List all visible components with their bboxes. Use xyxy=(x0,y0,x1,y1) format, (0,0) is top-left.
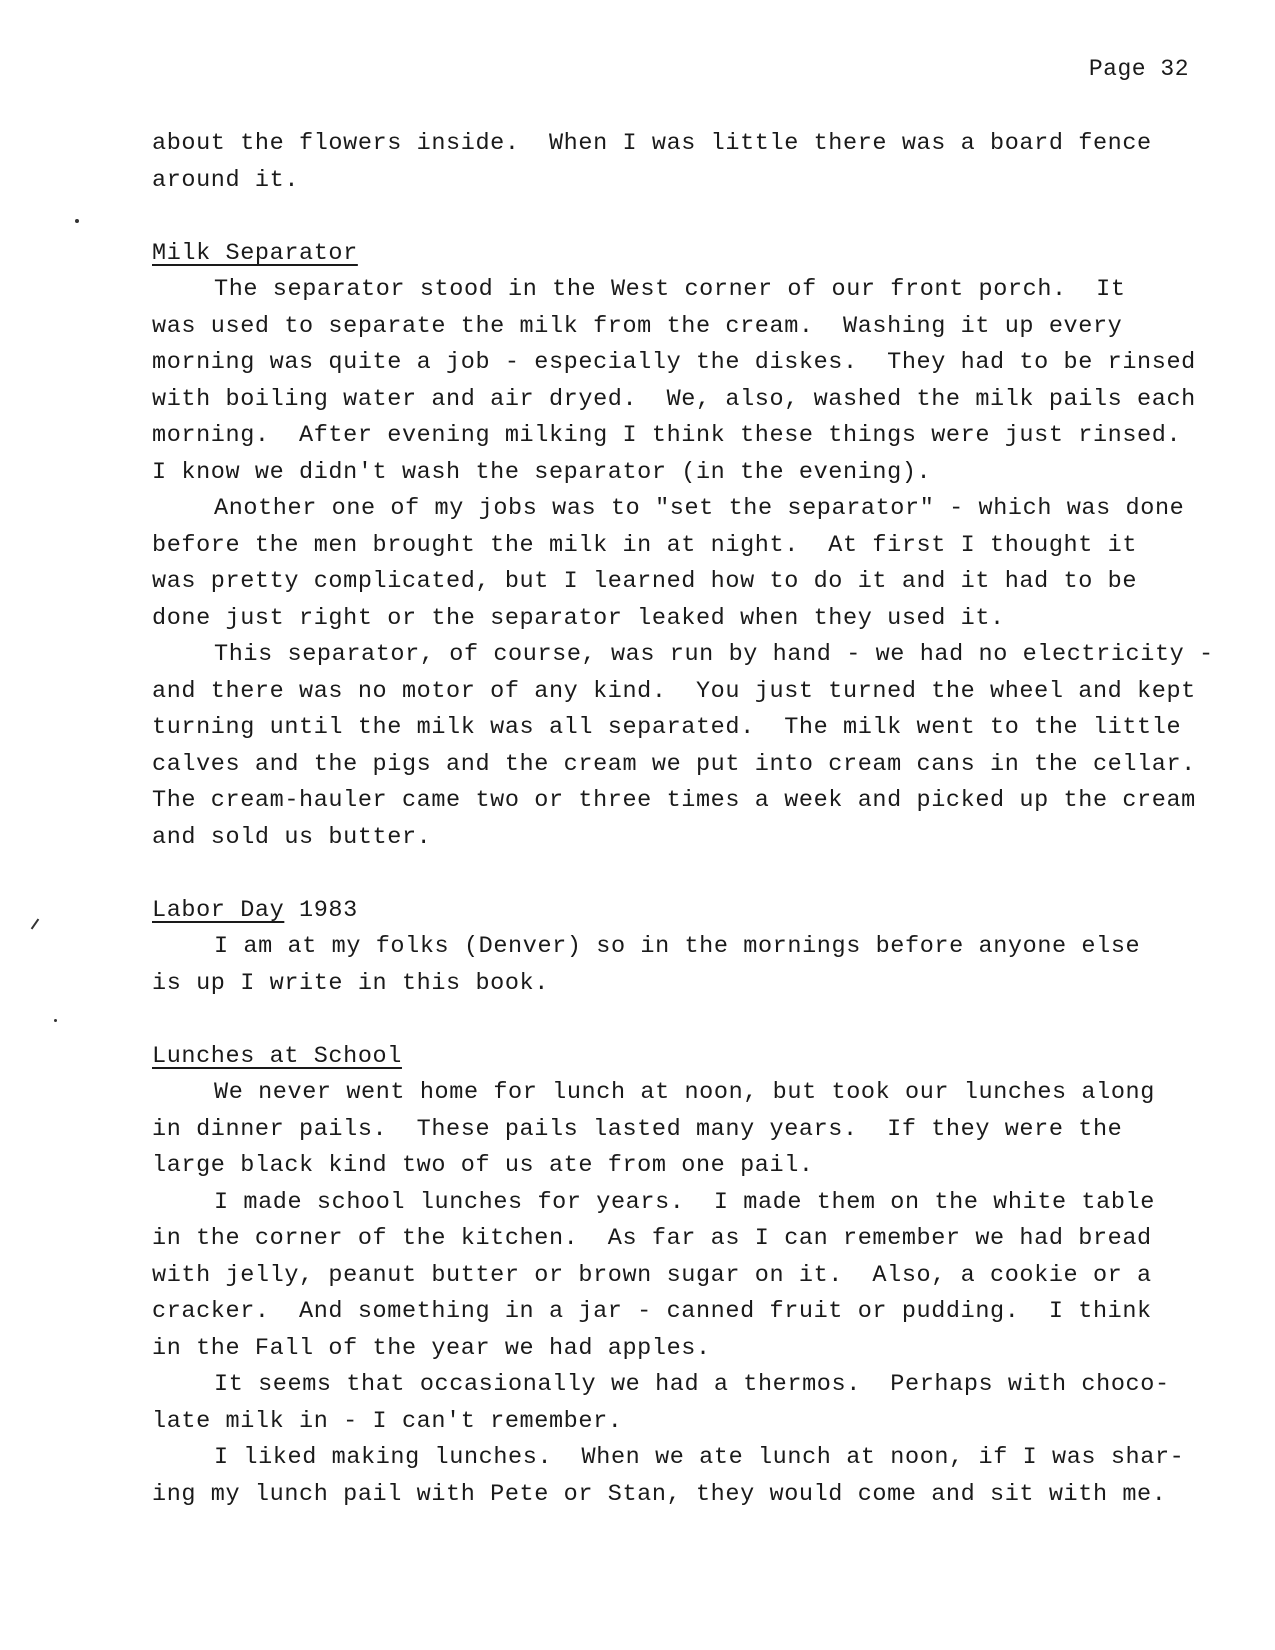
section-gap xyxy=(152,856,1212,893)
paragraph-line: turning until the milk was all separated. The milk went to the little xyxy=(152,714,1182,741)
intro-line: around it. xyxy=(152,166,300,194)
paragraph-line: in the Fall of the year we had apples. xyxy=(152,1334,711,1362)
section-heading xyxy=(152,1039,1212,1076)
paragraph-line: morning was quite a job - especially the diskes. They had to be rinsed xyxy=(152,349,1196,376)
paragraph-first-line: The separator stood in the West corner of our front porch. It xyxy=(214,276,1126,303)
paragraph-first-line: I made school lunches for years. I made them on the white table xyxy=(214,1188,1155,1216)
margin-mark xyxy=(31,919,40,930)
paragraph-line: and sold us butter. xyxy=(152,823,432,851)
paragraph-line: with boiling water and air dryed. We, also, washed the milk pails each xyxy=(152,385,1196,413)
margin-speck xyxy=(54,1019,57,1022)
paragraph-line: morning. After evening milking I think these things were just rinsed. xyxy=(152,422,1182,449)
paragraph-first-line: This separator, of course, was run by hand - we had no electricity - xyxy=(214,641,1214,668)
section-heading-title: Milk Separator xyxy=(152,239,358,267)
paragraph-first-line: Another one of my jobs was to "set the separator" - which was done xyxy=(214,495,1185,522)
paragraph-line: was pretty complicated, but I learned how to do it and it had to be xyxy=(152,568,1138,595)
section-heading-title: Labor Day xyxy=(152,896,285,924)
page-number: Page 32 xyxy=(1088,56,1189,82)
section-heading-suffix: 1983 xyxy=(284,896,358,924)
section-heading xyxy=(152,236,1212,273)
paragraph-line: late milk in - I can't remember. xyxy=(152,1407,623,1435)
section-heading-title: Lunches at School xyxy=(152,1042,402,1070)
paragraph-line: The cream-hauler came two or three times a week and picked up the cream xyxy=(152,787,1196,814)
paragraph-line: done just right or the separator leaked when they used it. xyxy=(152,604,1005,632)
paragraph-first-line: I liked making lunches. When we ate lunch at noon, if I was shar- xyxy=(214,1444,1185,1471)
paragraph-line: before the men brought the milk in at night. At first I thought it xyxy=(152,531,1138,559)
paragraph-line: was used to separate the milk from the cream. Washing it up every xyxy=(152,312,1123,340)
section-heading xyxy=(152,893,1212,930)
paragraph-line: large black kind two of us ate from one pail. xyxy=(152,1152,814,1179)
paragraph-first-line: I am at my folks (Denver) so in the mornings before anyone else xyxy=(214,933,1141,960)
paragraph-first-line: We never went home for lunch at noon, but took our lunches along xyxy=(214,1079,1155,1106)
document-body xyxy=(152,126,1212,1513)
margin-speck xyxy=(75,219,79,223)
paragraph-first-line: It seems that occasionally we had a thermos. Perhaps with choco- xyxy=(214,1371,1170,1398)
paragraph-line: is up I write in this book. xyxy=(152,969,549,997)
paragraph-line: with jelly, peanut butter or brown sugar on it. Also, a cookie or a xyxy=(152,1261,1152,1289)
section-gap xyxy=(152,1002,1212,1039)
paragraph-line: in the corner of the kitchen. As far as I can remember we had bread xyxy=(152,1225,1152,1252)
paragraph-line: in dinner pails. These pails lasted many years. If they were the xyxy=(152,1115,1123,1143)
paragraph-line: cracker. And something in a jar - canned fruit or pudding. I think xyxy=(152,1298,1152,1325)
paragraph-line: and there was no motor of any kind. You just turned the wheel and kept xyxy=(152,677,1196,705)
paragraph-line: ing my lunch pail with Pete or Stan, they would come and sit with me. xyxy=(152,1480,1167,1508)
paragraph-line: calves and the pigs and the cream we put into cream cans in the cellar. xyxy=(152,750,1196,778)
section-gap xyxy=(152,199,1212,236)
intro-line: about the flowers inside. When I was little there was a board fence xyxy=(152,130,1152,157)
paragraph-line: I know we didn't wash the separator (in the evening). xyxy=(152,458,932,486)
